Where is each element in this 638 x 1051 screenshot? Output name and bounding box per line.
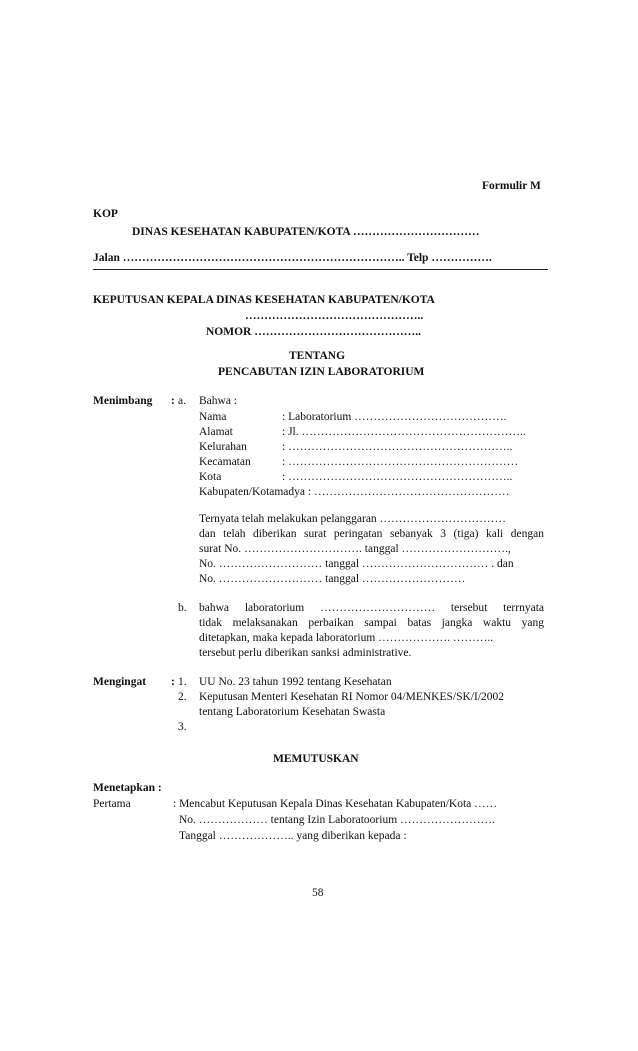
mengingat-item-number: 1.	[178, 676, 187, 688]
decree-number: NOMOR ……………………………………..	[206, 326, 421, 338]
b-line-4: tersebut perlu diberikan sanksi administrative.	[199, 647, 412, 659]
decree-title-blank: ………………………………………..	[245, 310, 424, 322]
b-line-2: tidak melaksanakan perbaikan sampai batas jangka waktu yang	[199, 617, 544, 629]
field-label-alamat: Alamat	[199, 426, 233, 438]
menimbang-label: Menimbang	[93, 395, 153, 407]
mengingat-item-text: Keputusan Menteri Kesehatan RI Nomor 04/MENKES/SK/I/2002	[199, 691, 505, 703]
decree-subject: PENCABUTAN IZIN LABORATORIUM	[218, 366, 425, 378]
warning-line-2: surat No. …………………………. tanggal ……………………….,	[199, 543, 511, 555]
field-value-alamat: : Jl. …………………………………………………..	[282, 426, 526, 438]
kop-label: KOP	[93, 208, 118, 220]
form-label: Formulir M	[482, 180, 541, 192]
menimbang-a-intro: Bahwa :	[199, 395, 238, 407]
field-value-nama: : Laboratorium ………………………………….	[282, 411, 507, 423]
violation-text: Ternyata telah melakukan pelanggaran ……………………………	[199, 513, 507, 525]
agency-address: Jalan ……………………………………………………………….. Telp …………….	[93, 252, 492, 264]
agency-name: DINAS KESEHATAN KABUPATEN/KOTA ……………………………	[132, 226, 480, 238]
pertama-line-2: No. ……………… tentang Izin Laboratoorium …………………….	[179, 814, 495, 826]
mengingat-colon: :	[171, 676, 175, 688]
field-kabupaten: Kabupaten/Kotamadya : ……………………………………………	[199, 486, 510, 498]
decree-about: TENTANG	[289, 350, 346, 362]
pertama-line-3: Tanggal ……………….. yang diberikan kepada :	[179, 830, 407, 842]
letterhead-divider	[93, 269, 548, 270]
mengingat-item-text: UU No. 23 tahun 1992 tentang Kesehatan	[199, 676, 392, 688]
field-value-kelurahan: : …………………………………………………..	[282, 441, 513, 453]
field-label-kelurahan: Kelurahan	[199, 441, 247, 453]
page-number: 58	[312, 887, 324, 899]
mengingat-item-number: 3.	[178, 721, 187, 733]
field-value-kota: : …………………………………………………..	[282, 471, 513, 483]
field-label-kota: Kota	[199, 471, 222, 483]
b-line-1: bahwa laboratorium ………………………… tersebut terrnyata	[199, 602, 544, 614]
warning-line-4: No. ……………………… tanggal ………………………	[199, 573, 466, 585]
menimbang-b-marker: b.	[178, 602, 187, 614]
field-label-nama: Nama	[199, 411, 227, 423]
decree-title: KEPUTUSAN KEPALA DINAS KESEHATAN KABUPATEN/KOTA	[93, 294, 435, 306]
pertama-line-1: : Mencabut Keputusan Kepala Dinas Kesehatan Kabupaten/Kota ……	[173, 798, 498, 810]
mengingat-item-text: tentang Laboratorium Kesehatan Swasta	[199, 706, 386, 718]
b-line-3: ditetapkan, maka kepada laboratorium ………………. ………..	[199, 632, 494, 644]
field-label-kecamatan: Kecamatan	[199, 456, 251, 468]
menimbang-a-marker: a.	[178, 395, 186, 407]
warning-line-3: No. ……………………… tanggal …………………………… . dan	[199, 558, 514, 570]
pertama-label: Pertama	[93, 798, 131, 810]
menetapkan-label: Menetapkan :	[93, 782, 162, 794]
warning-line-1: dan telah diberikan surat peringatan sebanyak 3 (tiga) kali dengan	[199, 528, 544, 540]
field-value-kecamatan: : ……………………………………………………	[282, 456, 519, 468]
memutuskan-heading: MEMUTUSKAN	[273, 753, 359, 765]
mengingat-item-number: 2.	[178, 691, 187, 703]
menimbang-colon: :	[171, 395, 175, 407]
mengingat-label: Mengingat	[93, 676, 147, 688]
